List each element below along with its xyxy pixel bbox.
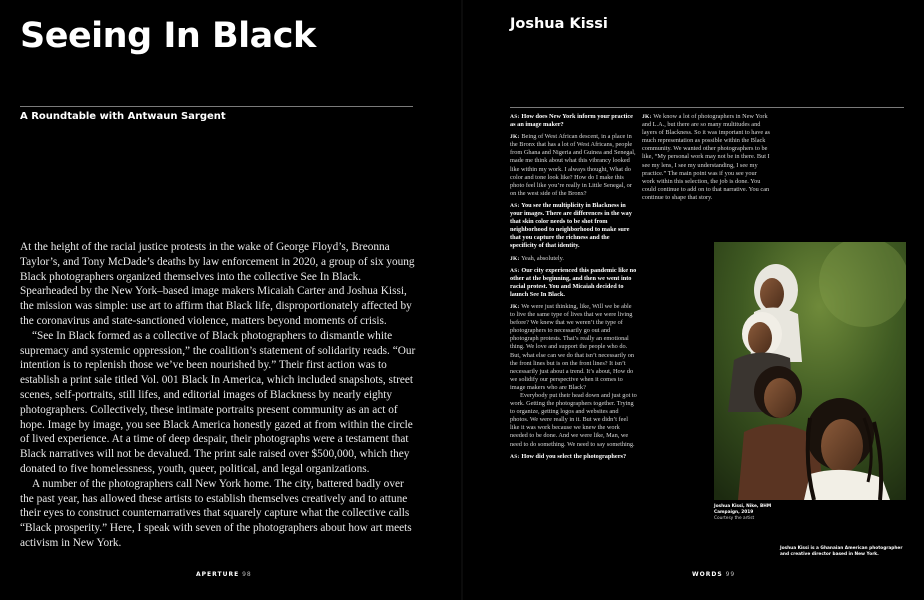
answer-2: JK: Yeah, absolutely. (510, 254, 564, 262)
speaker-label: JK: (510, 134, 520, 141)
question-3: AS: Our city experienced this pandemic like no other at the beginning, and then we went into racial protest. You and Micaiah decided to launch See In Black. (510, 266, 637, 298)
folio-left (196, 571, 252, 578)
question-1: AS: How does New York inform your practice as an image maker? (510, 113, 633, 129)
answer-3-continued: Everybody put their head down and just got to work. Getting the photographers together. Trying to organize, getting logos and websites and photos. We were really in it. But we didn’t feel like it was work because we knew the work needed to be done. And we were like, Man, we need to do something. We need to say something. (510, 392, 637, 448)
interview-column-1 (510, 113, 638, 465)
photographer-name: Joshua Kissi (510, 16, 608, 32)
answer-4: JK: We know a lot of photographers in New York and L.A., but there are so many multitudes and layers of Blackness. So it was important to have as much representation as possible within the Black community. We wanted other photographers to be like, “My personal work may not be in there. But I see my lens, I see my understanding, I see my practice.” The main point was if you see your work within this selection, the job is done. You could continue to add on to that narrative. You can continue to shape that story. (642, 113, 771, 201)
speaker-label: JK: (510, 255, 520, 262)
folio-left-number: 98 (242, 571, 252, 578)
portrait-photo (714, 242, 906, 500)
question-4: AS: How did you select the photographers? (510, 452, 627, 460)
portrait-photo-illustration (714, 242, 906, 500)
essay-paragraph-2: “See In Black formed as a collective of Black photographers to dismantle white supremacy and systemic oppression,” the coalition’s statement of solidarity reads. “Our intention is to replenish those we’ve been nourished by.” Their first action was to establish a print sale titled Vol. 001 Black In America, which included snapshots, street scenes, self-portraits, still lifes, and editorial images of Blackness by nearly eighty photographers. Collectively, these intimate portraits present community as an act of hope. Image by image, you see Black America honestly gazed at from within the circle of lived experience. At a time of deep despair, their photographs were a testament that Black narratives will not be devalued. The print sale raised over $500,000, which they donated to five homelessness, youth, queer, political, and legal organizations. (20, 329, 416, 475)
speaker-label: AS: (510, 453, 520, 460)
folio-left-name: APERTURE (196, 571, 240, 578)
essay-paragraph-1: At the height of the racial justice protests in the wake of George Floyd’s, Breonna Taylor’s, and Tony McDade’s deaths by law enforcement in 2020, a group of six young Black photographers organized themselves into the collective See In Black. Spearheaded by the New York–based image makers Micaiah Carter and Joshua Kissi, the mission was simple: use art to affirm that Black life, disproportionately affected by the coronavirus and state-sanctioned violence, matters beyond moments of crisis. (20, 241, 415, 327)
answer-3: JK: We were just thinking, like, Will we be able to live the same type of lives that we were living before? We knew that we weren’t the type of photographers to necessarily go out and photograph protests. That’s really an emotional thing. We love and support the people who do. But, what else can we do that isn’t necessarily on the front lines but is on the front lines? It isn’t necessarily just about a trend. It’s about, How do we solidify our perspective when it comes to image makers who are Black? (510, 302, 635, 391)
interview-column-2 (642, 113, 770, 206)
folio-right-name: WORDS (692, 571, 723, 578)
question-2: AS: You see the multiplicity in Blackness in your images. There are differences in the way that skin color needs to be shot from neighborhood to neighborhood to make sure that you capture the richness and the specificity of that identity. (510, 201, 632, 250)
title-rule (20, 106, 413, 107)
answer-1: JK: Being of West African descent, in a place in the Bronx that has a lot of West Africans, people from Ghana and Nigeria and Guinea and Senegal, made me think about what this vibrancy looked like within my work. I always thought, What do color and tone look like? How do I make this photo feel like you’re really in Little Senegal, or on the west side of the Bronx? (510, 133, 636, 197)
caption-title: Joshua Kissi, Nike, BHM Campaign, 2019 (714, 504, 772, 515)
intro-essay (20, 240, 420, 551)
essay-paragraph-3: A number of the photographers call New York home. The city, battered badly over the past year, has allowed these artists to establish themselves creatively and to attune their eyes to construct counternarratives that squarely capture what the collective calls “Black prosperity.” Here, I speak with seven of the photographers about how art meets activism in New York. (20, 477, 412, 549)
folio-right-number: 99 (725, 571, 736, 578)
speaker-label: JK: (510, 303, 520, 310)
caption-credit: Courtesy the artist (714, 516, 755, 521)
article-title: Seeing In Black (20, 16, 316, 56)
right-page (462, 0, 924, 600)
speaker-label: AS: (510, 114, 520, 120)
speaker-label: AS: (510, 202, 520, 209)
speaker-label: AS: (510, 267, 520, 274)
article-subtitle: A Roundtable with Antwaun Sargent (20, 111, 226, 122)
photographer-bio: Joshua Kissi is a Ghanaian American photographer and creative director based in New York. (780, 546, 903, 557)
folio-right (692, 571, 735, 578)
photo-caption (714, 504, 774, 522)
name-rule (510, 107, 904, 108)
speaker-label: JK: (642, 114, 652, 120)
